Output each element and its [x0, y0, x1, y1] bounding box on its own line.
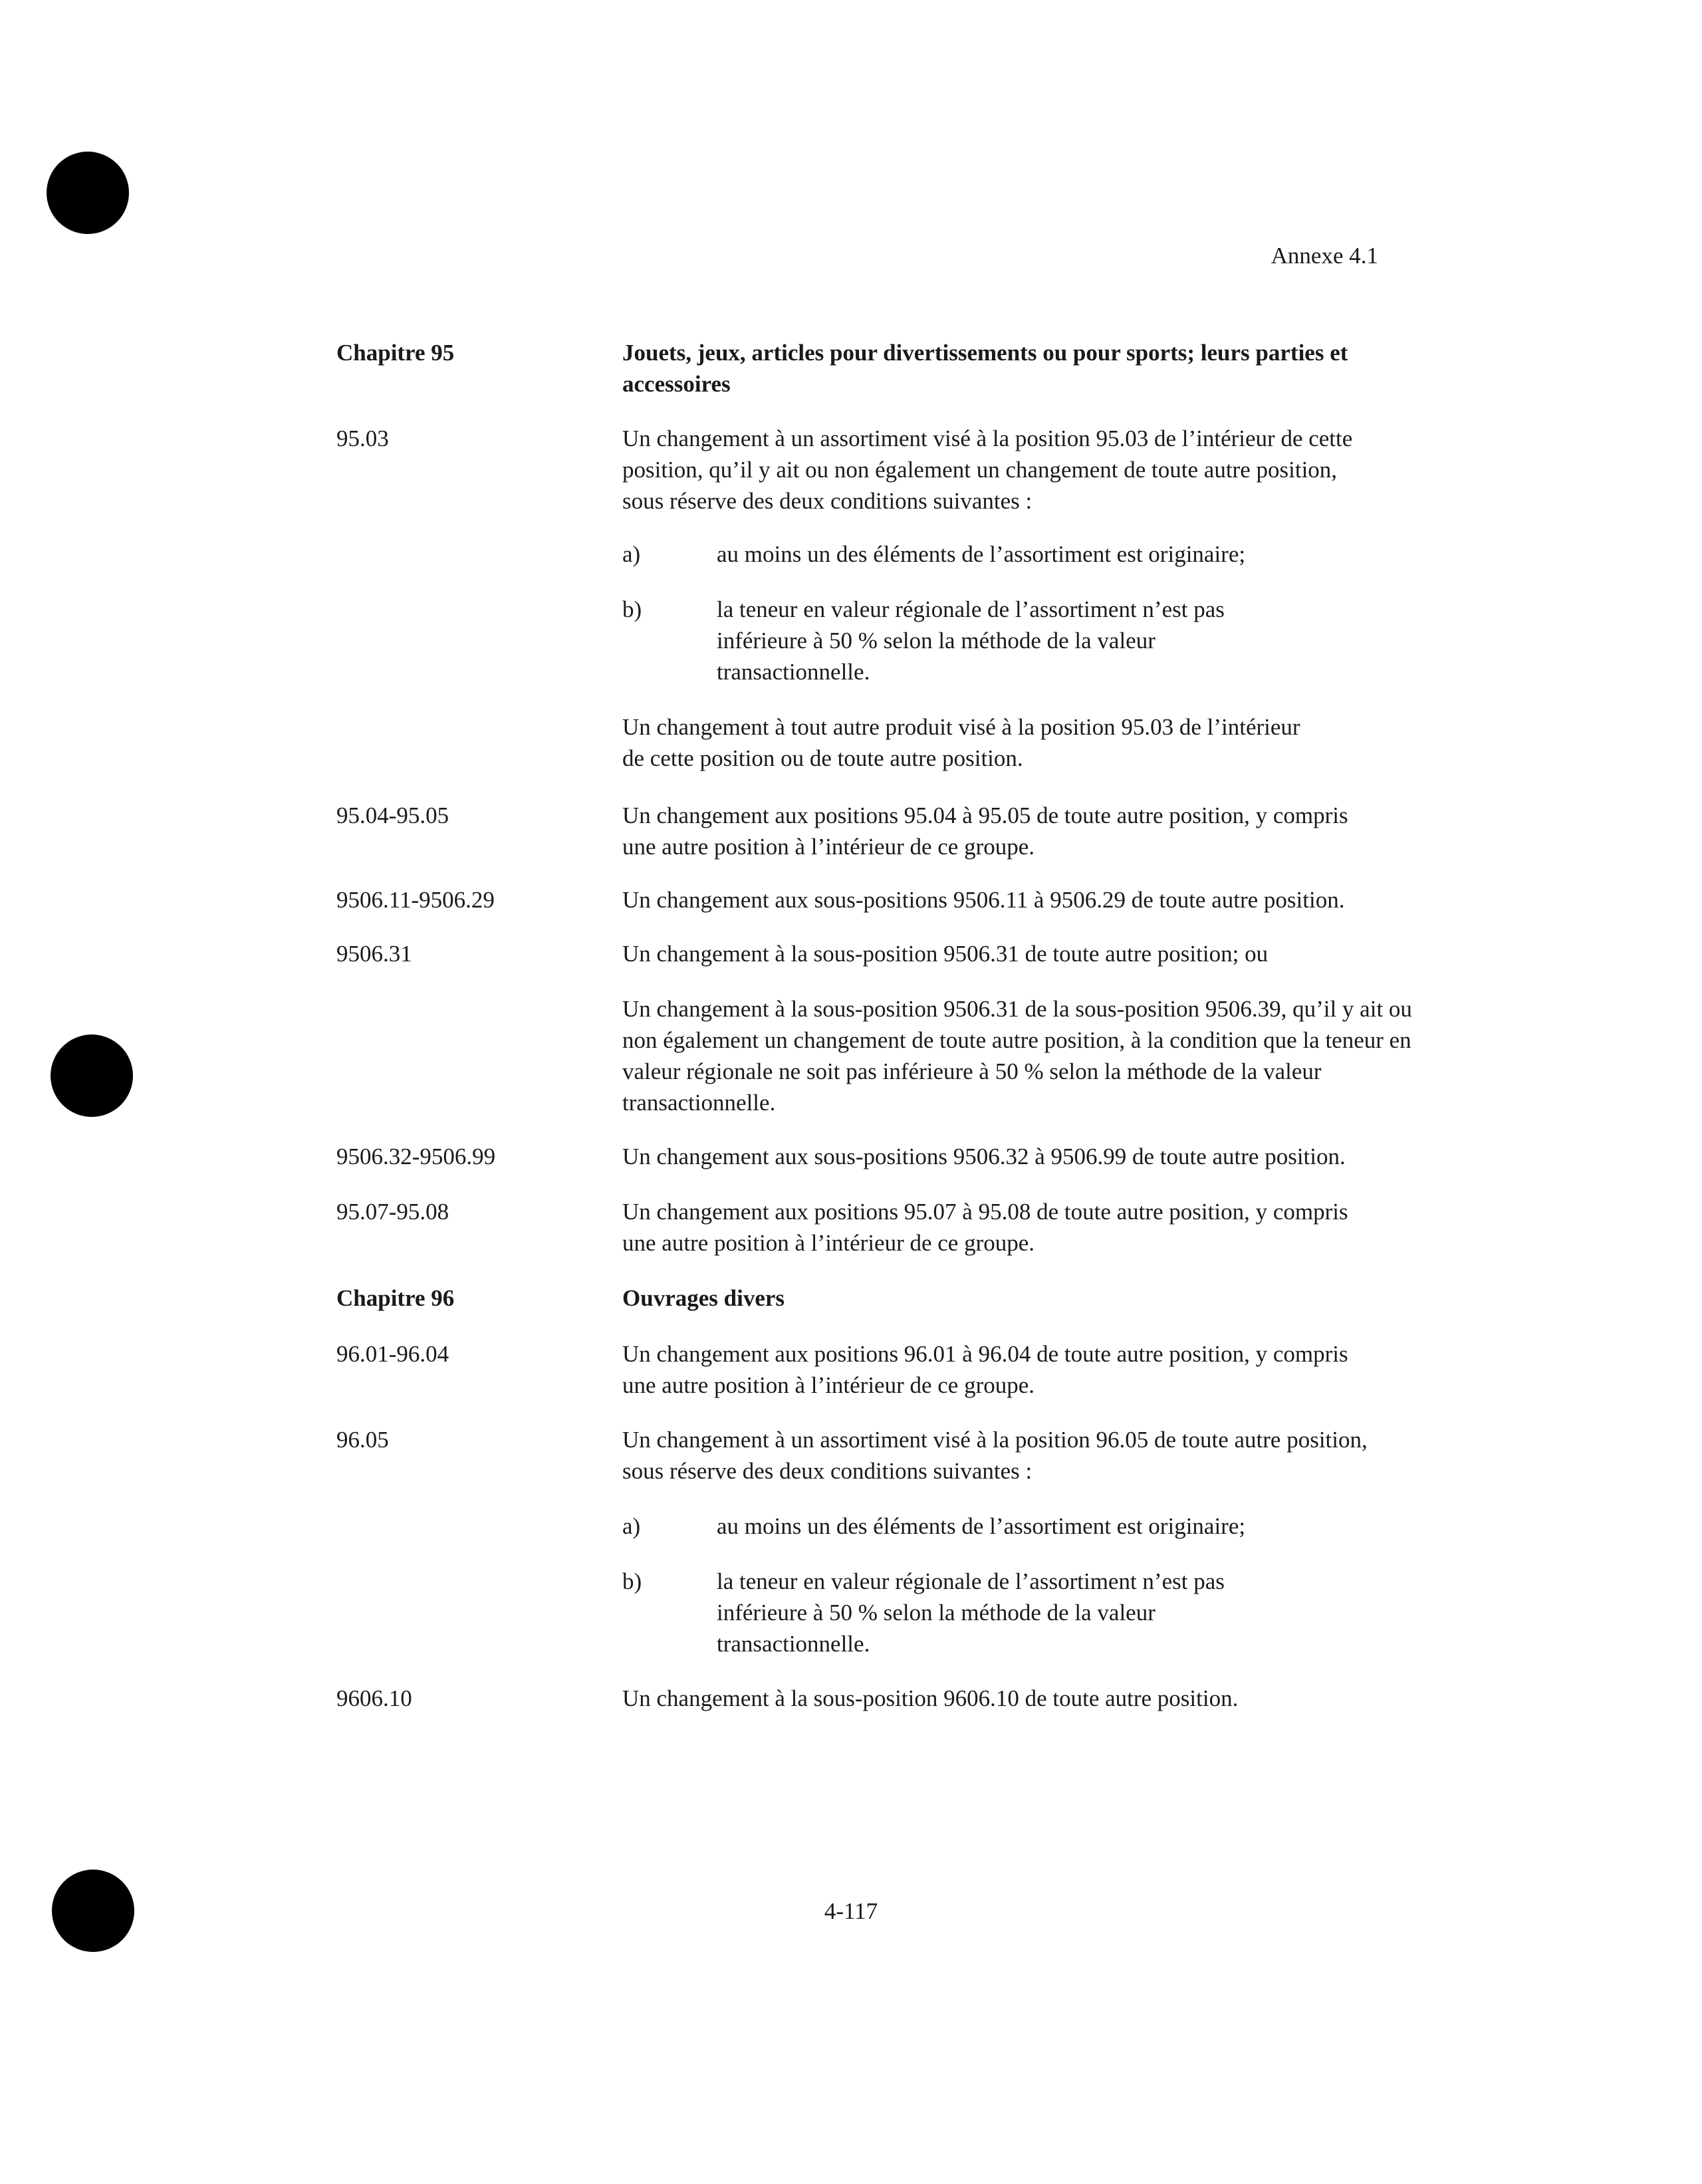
rule-row-96-05: [336, 1424, 1413, 1659]
chapter-code: Chapitre 96: [336, 1285, 455, 1311]
heading-code: 95.04-95.05: [336, 802, 449, 828]
heading-code: 9506.11-9506.29: [336, 887, 495, 913]
heading-code: 96.05: [336, 1427, 389, 1453]
rule-text: Un changement à tout autre produit visé à la position 95.03 de l’intérieur de cette position ou de toute autre position.: [622, 714, 1300, 771]
chapter-heading: Jouets, jeux, articles pour divertissements ou pour sports; leurs parties et accessoires: [622, 340, 1348, 397]
rule-row-9506-32-9506-99: [336, 1141, 1413, 1172]
rule-text: Un changement aux positions 95.04 à 95.05 de toute autre position, y compris une autre position à l’intérieur de ce groupe.: [622, 802, 1348, 860]
chapter-code: Chapitre 95: [336, 340, 455, 366]
rule-text: Un changement à la sous-position 9506.31 de la sous-position 9506.39, qu’il y ait ou non également un changement de toute autre position, à la condition que la teneur en valeur régionale ne soit pas inférieure à 50 % selon la méthode de la valeur transactionnelle.: [622, 996, 1412, 1116]
chapter-95-row: [336, 337, 1413, 400]
punch-hole-middle: [51, 1034, 133, 1117]
rule-row-9506-31: [336, 938, 1413, 1118]
rule-row-96-01-96-04: [336, 1338, 1413, 1401]
rule-row-95-04-95-05: [336, 800, 1413, 862]
rule-text: Un changement à la sous-position 9606.10 de toute autre position.: [622, 1685, 1239, 1711]
chapter-heading: Ouvrages divers: [622, 1285, 785, 1311]
rule-text: Un changement aux positions 95.07 à 95.08 de toute autre position, y compris une autre position à l’intérieur de ce groupe.: [622, 1199, 1348, 1256]
condition-letter: b): [622, 1568, 642, 1594]
punch-hole-top: [47, 152, 129, 234]
condition-letter: a): [622, 1513, 641, 1539]
condition-item: [622, 1511, 1413, 1542]
rule-row-9506-11-9506-29: [336, 884, 1413, 915]
condition-letter: a): [622, 541, 641, 567]
condition-text: au moins un des éléments de l’assortiment est originaire;: [717, 541, 1246, 567]
rule-text: Un changement à un assortiment visé à la position 95.03 de l’intérieur de cette position, qu’il y ait ou non également un changement de toute autre position, sous réserve des deux conditions suivantes :: [622, 425, 1353, 514]
condition-item: [622, 539, 1413, 570]
condition-item: [622, 594, 1413, 687]
page-number: 4-117: [824, 1898, 878, 1924]
rule-row-95-07-95-08: [336, 1196, 1413, 1259]
heading-code: 9506.31: [336, 941, 412, 967]
heading-code: 9506.32-9506.99: [336, 1144, 496, 1169]
condition-text: la teneur en valeur régionale de l’assortiment n’est pas inférieure à 50 % selon la méthode de la valeur transactionnelle.: [717, 1568, 1225, 1657]
rules-table: [336, 337, 1413, 1714]
rule-text: Un changement aux sous-positions 9506.32 à 9506.99 de toute autre position.: [622, 1144, 1346, 1169]
condition-letter: b): [622, 596, 642, 622]
rule-text: Un changement aux sous-positions 9506.11 à 9506.29 de toute autre position.: [622, 887, 1345, 913]
rule-text: Un changement à un assortiment visé à la position 96.05 de toute autre position, sous réserve des deux conditions suivantes :: [622, 1427, 1368, 1484]
rule-text: Un changement aux positions 96.01 à 96.04 de toute autre position, y compris une autre position à l’intérieur de ce groupe.: [622, 1341, 1348, 1398]
rule-row-95-03: [336, 423, 1413, 774]
condition-text: la teneur en valeur régionale de l’assortiment n’est pas inférieure à 50 % selon la méthode de la valeur transactionnelle.: [717, 596, 1225, 685]
heading-code: 9606.10: [336, 1685, 412, 1711]
heading-code: 96.01-96.04: [336, 1341, 449, 1367]
condition-item: [622, 1566, 1413, 1659]
heading-code: 95.03: [336, 425, 389, 451]
condition-text: au moins un des éléments de l’assortiment est originaire;: [717, 1513, 1246, 1539]
annex-header: Annexe 4.1: [1271, 243, 1378, 269]
heading-code: 95.07-95.08: [336, 1199, 449, 1225]
chapter-96-row: [336, 1282, 1413, 1314]
rule-text: Un changement à la sous-position 9506.31 de toute autre position; ou: [622, 941, 1269, 967]
rule-row-9606-10: [336, 1683, 1413, 1714]
